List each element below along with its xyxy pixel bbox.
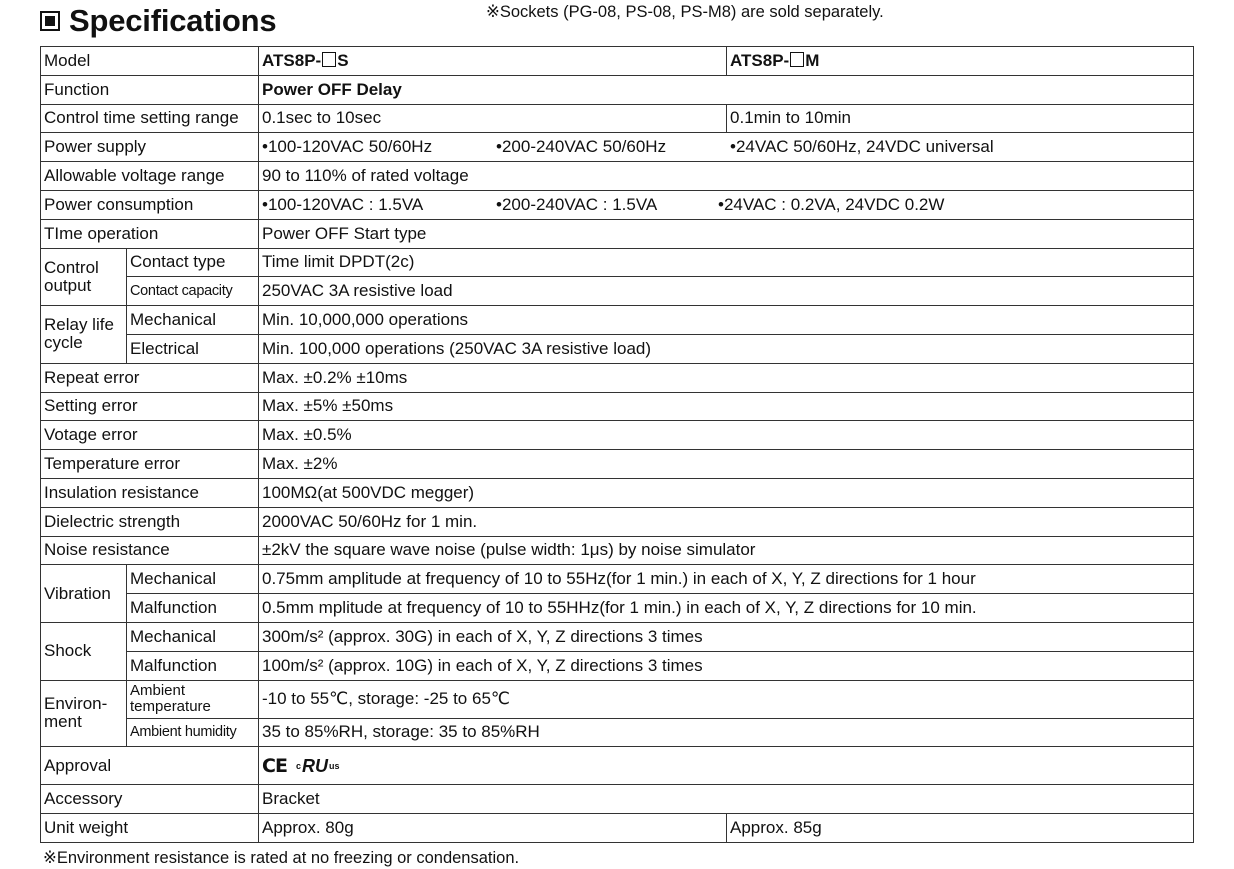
repeat-error-value: Max. ±0.2% ±10ms: [259, 363, 1194, 392]
table-row: [41, 478, 1194, 507]
time-op-label: TIme operation: [41, 219, 259, 248]
vib-mech-value: 0.75mm amplitude at frequency of 10 to 55Hz(for 1 min.) in each of X, Y, Z directions for 1 hour: [259, 565, 1194, 594]
shock-label: Shock: [41, 622, 127, 680]
table-row: [41, 680, 1194, 718]
filled-square-icon: [40, 11, 60, 31]
time-op-value: Power OFF Start type: [259, 219, 1194, 248]
repeat-error-label: Repeat error: [41, 363, 259, 392]
function-value: Power OFF Delay: [259, 75, 1194, 104]
function-label: Function: [41, 75, 259, 104]
table-row: [41, 421, 1194, 450]
table-row: [41, 47, 1194, 76]
table-row: [41, 565, 1194, 594]
contact-type-value: Time limit DPDT(2c): [259, 248, 1194, 277]
accessory-label: Accessory: [41, 785, 259, 814]
time-range-label: Control time setting range: [41, 104, 259, 133]
ambient-temp-label: Ambient temperature: [127, 680, 259, 718]
control-output-label: Control output: [41, 248, 127, 306]
table-row: [41, 277, 1194, 306]
table-row: [41, 133, 1194, 162]
allow-voltage-value: 90 to 110% of rated voltage: [259, 162, 1194, 191]
title-text: Specifications: [69, 3, 277, 38]
relay-elec-value: Min. 100,000 operations (250VAC 3A resistive load): [259, 334, 1194, 363]
table-row: [41, 334, 1194, 363]
ambient-temp-value: -10 to 55℃, storage: -25 to 65℃: [259, 680, 1194, 718]
model-m: ATS8P- M: [727, 47, 1194, 76]
table-row: [41, 219, 1194, 248]
table-row: [41, 622, 1194, 651]
contact-capacity-label: Contact capacity: [127, 277, 259, 306]
environment-note: ※Environment resistance is rated at no freezing or condensation.: [43, 849, 520, 867]
vib-mech-label: Mechanical: [127, 565, 259, 594]
approval-value: [259, 747, 1194, 785]
table-row: [41, 190, 1194, 219]
contact-type-label: Contact type: [127, 248, 259, 277]
table-row: [41, 248, 1194, 277]
vib-malf-value: 0.5mm mplitude at frequency of 10 to 55HHz(for 1 min.) in each of X, Y, Z directions for 10 min.: [259, 594, 1194, 623]
voltage-error-label: Votage error: [41, 421, 259, 450]
table-row: [41, 814, 1194, 843]
vibration-label: Vibration: [41, 565, 127, 623]
relay-life-label: Relay life cycle: [41, 306, 127, 364]
table-row: [41, 363, 1194, 392]
insulation-value: 100MΩ(at 500VDC megger): [259, 478, 1194, 507]
vib-malf-label: Malfunction: [127, 594, 259, 623]
model-s: ATS8P- S: [259, 47, 727, 76]
time-range-m: 0.1min to 10min: [727, 104, 1194, 133]
temp-error-value: Max. ±2%: [259, 450, 1194, 479]
dielectric-label: Dielectric strength: [41, 507, 259, 536]
accessory-value: Bracket: [259, 785, 1194, 814]
table-row: [41, 718, 1194, 747]
power-supply-label: Power supply: [41, 133, 259, 162]
time-range-s: 0.1sec to 10sec: [259, 104, 727, 133]
relay-mech-value: Min. 10,000,000 operations: [259, 306, 1194, 335]
placeholder-box-icon: [322, 52, 336, 67]
dielectric-value: 2000VAC 50/60Hz for 1 min.: [259, 507, 1194, 536]
weight-m: Approx. 85g: [727, 814, 1194, 843]
table-row: [41, 392, 1194, 421]
table-row: [41, 651, 1194, 680]
relay-mech-label: Mechanical: [127, 306, 259, 335]
consumption-label: Power consumption: [41, 190, 259, 219]
table-row: [41, 594, 1194, 623]
table-row: [41, 450, 1194, 479]
model-label: Model: [41, 47, 259, 76]
table-row: [41, 162, 1194, 191]
shock-mech-value: 300m/s² (approx. 30G) in each of X, Y, Z directions 3 times: [259, 622, 1194, 651]
allow-voltage-label: Allowable voltage range: [41, 162, 259, 191]
contact-capacity-value: 250VAC 3A resistive load: [259, 277, 1194, 306]
weight-label: Unit weight: [41, 814, 259, 843]
specifications-table: [40, 46, 1194, 843]
voltage-error-value: Max. ±0.5%: [259, 421, 1194, 450]
page-title: [40, 3, 276, 39]
setting-error-value: Max. ±5% ±50ms: [259, 392, 1194, 421]
noise-label: Noise resistance: [41, 536, 259, 565]
ul-mark-icon: c RU us: [295, 755, 340, 776]
relay-elec-label: Electrical: [127, 334, 259, 363]
consumption-value: •100-120VAC : 1.5VA •200-240VAC : 1.5VA •24VAC : 0.2VA, 24VDC 0.2W: [259, 190, 1194, 219]
ambient-hum-value: 35 to 85%RH, storage: 35 to 85%RH: [259, 718, 1194, 747]
power-supply-value: •100-120VAC 50/60Hz •200-240VAC 50/60Hz •24VAC 50/60Hz, 24VDC universal: [259, 133, 1194, 162]
table-row: [41, 785, 1194, 814]
setting-error-label: Setting error: [41, 392, 259, 421]
table-row: [41, 306, 1194, 335]
insulation-label: Insulation resistance: [41, 478, 259, 507]
environment-label: Environ- ment: [41, 680, 127, 747]
weight-s: Approx. 80g: [259, 814, 727, 843]
table-row: [41, 536, 1194, 565]
temp-error-label: Temperature error: [41, 450, 259, 479]
shock-malf-value: 100m/s² (approx. 10G) in each of X, Y, Z directions 3 times: [259, 651, 1194, 680]
ce-mark-icon: CE: [262, 754, 287, 777]
table-row: [41, 104, 1194, 133]
noise-value: ±2kV the square wave noise (pulse width: 1μs) by noise simulator: [259, 536, 1194, 565]
approval-label: Approval: [41, 747, 259, 785]
ambient-hum-label: Ambient humidity: [127, 718, 259, 747]
shock-mech-label: Mechanical: [127, 622, 259, 651]
placeholder-box-icon: [790, 52, 804, 67]
sockets-note: ※Sockets (PG-08, PS-08, PS-M8) are sold separately.: [486, 3, 884, 21]
table-row: [41, 507, 1194, 536]
shock-malf-label: Malfunction: [127, 651, 259, 680]
table-row: [41, 747, 1194, 785]
table-row: [41, 75, 1194, 104]
